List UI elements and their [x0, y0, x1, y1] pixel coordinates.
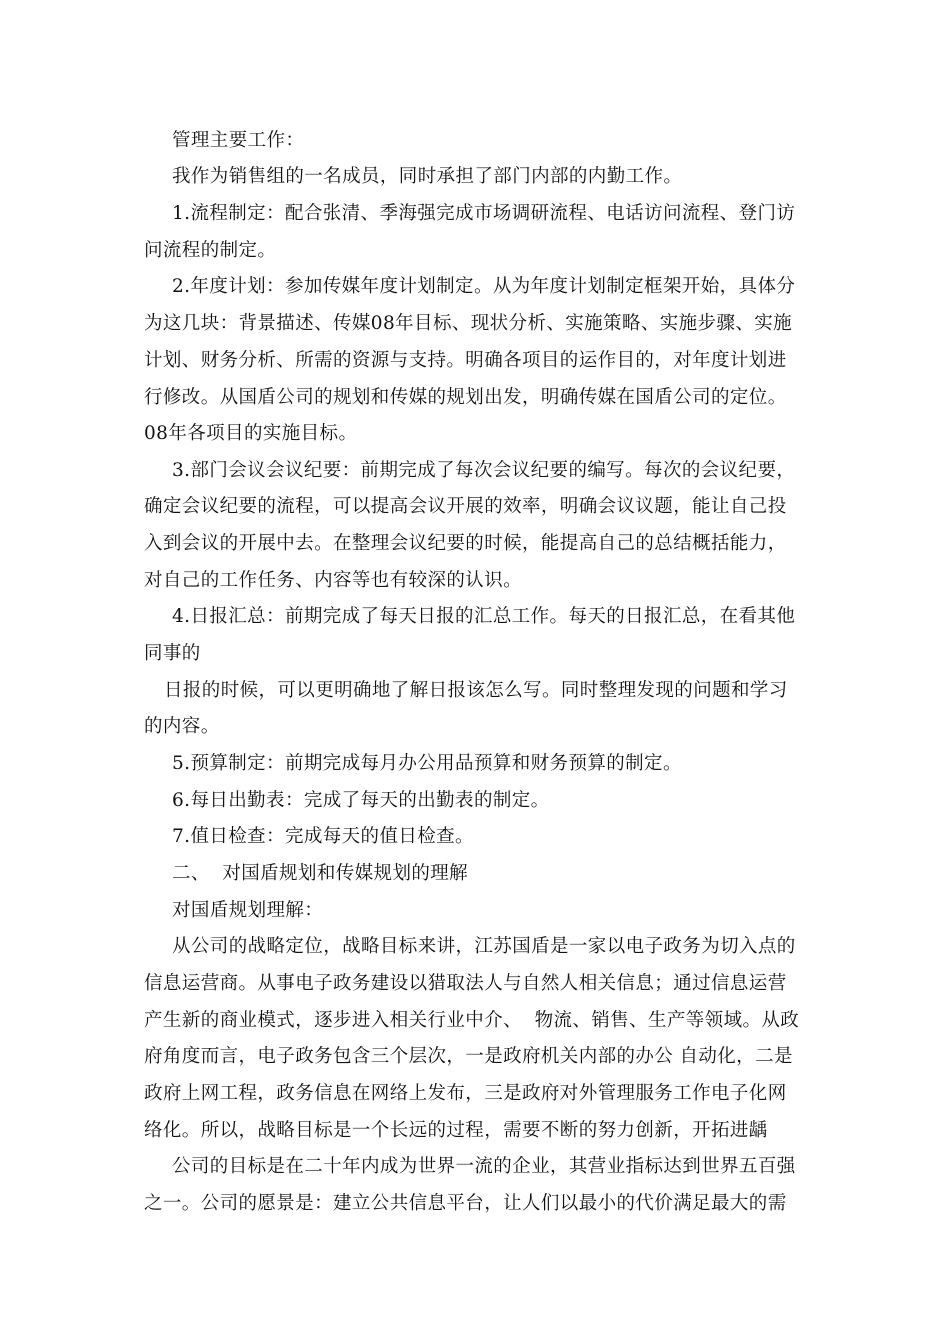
text-line: 公司的目标是在二十年内成为世界一流的企业，其营业指标达到世界五百强 [172, 1156, 796, 1177]
text-line: 问流程的制定。 [144, 240, 277, 261]
text-line: 的内容。 [144, 716, 220, 737]
text-line: 从公司的战略定位，战略目标来讲，江苏国盾是一家以电子政务为切入点的 [172, 936, 796, 957]
text-line: 3.部门会议会议纪要：前期完成了每次会议纪要的编写。每次的会议纪要， [172, 460, 796, 481]
text-line: 同事的 [144, 643, 201, 664]
text-line: 4.日报汇总：前期完成了每天日报的汇总工作。每天的日报汇总，在看其他 [172, 606, 796, 627]
text-line: 政府上网工程，政务信息在网络上发布，三是政府对外管理服务工作电子化网 [144, 1083, 787, 1104]
text-line: 管理主要工作： [172, 130, 305, 151]
text-line: 产生新的商业模式，逐步进入相关行业中介、 物流、销售、生产等领域。从政 [144, 1010, 800, 1031]
text-line: 5.预算制定：前期完成每月办公用品预算和财务预算的制定。 [172, 753, 682, 774]
text-line: 2.年度计划：参加传媒年度计划制定。从为年度计划制定框架开始，具体分 [172, 276, 796, 297]
text-line: 行修改。从国盾公司的规划和传媒的规划出发，明确传媒在国盾公司的定位。 [144, 387, 787, 408]
text-line: 08年各项目的实施目标。 [144, 423, 358, 444]
text-line: 络化。所以，战略目标是一个长远的过程，需要不断的努力创新，开拓进龋 [144, 1120, 768, 1141]
text-line: 入到会议的开展中去。在整理会议纪要的时候，能提高自己的总结概括能力， [144, 533, 787, 554]
text-line: 确定会议纪要的流程，可以提高会议开展的效率，明确会议议题，能让自己投 [144, 496, 787, 517]
text-line: 7.值日检查：完成每天的值日检查。 [172, 826, 474, 847]
text-line: 我作为销售组的一名成员，同时承担了部门内部的内勤工作。 [172, 166, 683, 187]
text-line: 6.每日出勤表：完成了每天的出勤表的制定。 [172, 790, 550, 811]
text-line: 府角度而言，电子政务包含三个层次，一是政府机关内部的办公 自动化，二是 [144, 1046, 793, 1067]
text-line: 为这几块：背景描述、传媒08年目标、现状分析、实施策略、实施步骤、实施 [144, 313, 793, 334]
text-line: 日报的时候，可以更明确地了解日报该怎么写。同时整理发现的问题和学习 [164, 680, 788, 701]
text-line: 对国盾规划理解： [172, 900, 324, 921]
text-line: 计划、财务分析、所需的资源与支持。明确各项目的运作目的，对年度计划进 [144, 350, 787, 371]
text-line: 信息运营商。从事电子政务建设以猎取法人与自然人相关信息；通过信息运营 [144, 973, 787, 994]
section-heading: 二、 对国盾规划和传媒规划的理解 [172, 863, 469, 884]
text-line: 之一。公司的愿景是：建立公共信息平台，让人们以最小的代价满足最大的需 [144, 1193, 787, 1214]
text-line: 1.流程制定：配合张清、季海强完成市场调研流程、电话访问流程、登门访 [172, 203, 796, 224]
text-line: 对自己的工作任务、内容等也有较深的认识。 [144, 570, 523, 591]
